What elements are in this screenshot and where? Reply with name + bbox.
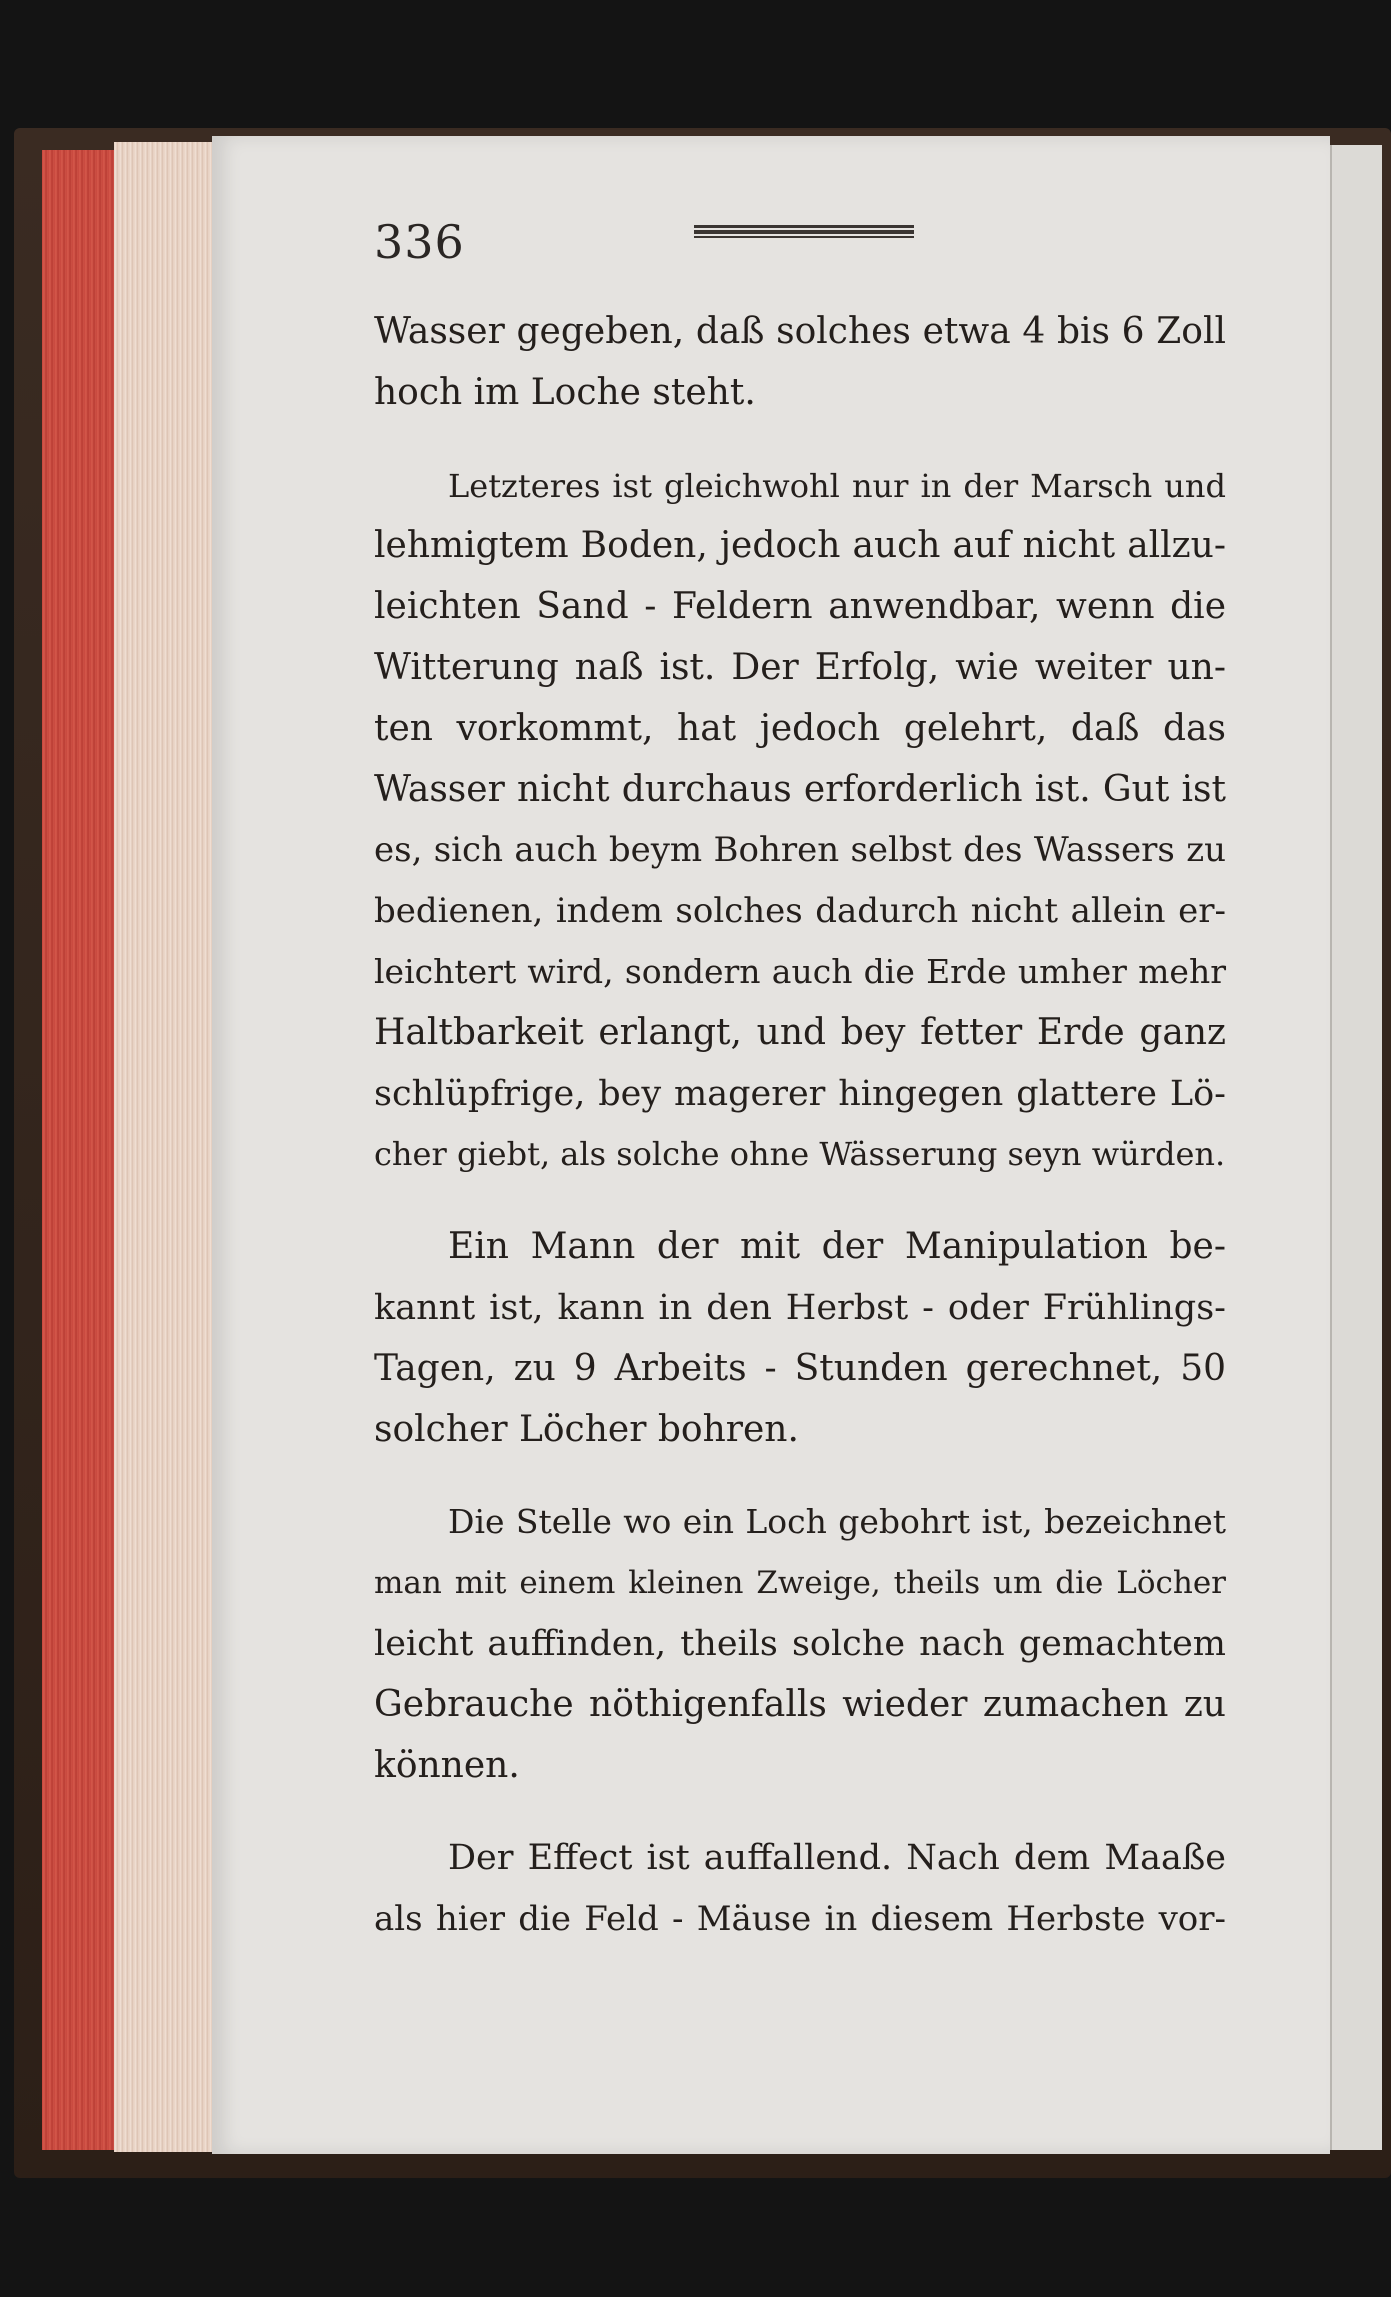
text-line: schlüpfrige, bey magerer hingegen glattere Lö- [374,1073,1226,1114]
text-line: leichtert wird, sondern auch die Erde umher mehr [374,951,1226,991]
header-rule [694,225,914,239]
text-line: kannt ist, kann in den Herbst - oder Frühlings- [374,1287,1226,1328]
text-line: solcher Löcher bohren. [374,1408,799,1450]
text-line: es, sich auch beym Bohren selbst des Wassers zu [374,830,1226,871]
facing-page-edge [1330,145,1382,2150]
text-line: Die Stelle wo ein Loch gebohrt ist, bezeichnet [448,1502,1226,1542]
header-rule-line [694,236,914,238]
text-line: bedienen, indem solches dadurch nicht allein er- [374,891,1226,932]
text-line: Witterung naß ist. Der Erfolg, wie weiter un- [374,646,1226,688]
text-line: lehmigtem Boden, jedoch auch auf nicht allzu- [374,525,1226,567]
text-line: Wasser nicht durchaus erforderlich ist. Gut ist [374,768,1226,810]
text-line: leichten Sand - Feldern anwendbar, wenn die [374,586,1226,628]
text-line: cher giebt, als solche ohne Wässerung seyn würden. [374,1135,1226,1174]
paragraph-3 [374,1217,1226,1460]
text-line: man mit einem kleinen Zweige, theils um die Löcher [374,1565,1226,1602]
paragraph-5 [374,1828,1226,1950]
page-number: 336 [374,215,465,269]
text-line: Der Effect ist auffallend. Nach dem Maaße [448,1838,1226,1879]
text-line: ten vorkommt, hat jedoch gelehrt, daß das [374,707,1226,749]
text-line: Gebrauche nöthigenfalls wieder zumachen zu [374,1683,1226,1725]
text-line: Tagen, zu 9 Arbeits - Stunden gerechnet, 50 [374,1347,1226,1389]
text-line: Ein Mann der mit der Manipulation be- [448,1226,1226,1268]
page-stack [114,142,214,2152]
paragraph-2 [374,456,1226,1186]
paragraph-4 [374,1492,1226,1796]
text-line: als hier die Feld - Mäuse in diesem Herbste vor- [374,1899,1226,1940]
header-rule-line [694,230,914,234]
text-line: können. [374,1744,520,1786]
paragraph-1 [374,302,1226,424]
red-page-edge [42,150,116,2150]
text-line: Wasser gegeben, daß solches etwa 4 bis 6 Zoll [374,311,1226,352]
header-rule-line [694,225,914,228]
page-header [374,205,1234,275]
body-text [374,302,1226,1982]
text-line: leicht auffinden, theils solche nach gemachtem [374,1623,1226,1664]
text-line: Haltbarkeit erlangt, und bey fetter Erde ganz [374,1011,1226,1053]
text-line: Letzteres ist gleichwohl nur in der Marsch und [448,466,1226,505]
text-line: hoch im Loche steht. [374,371,756,413]
